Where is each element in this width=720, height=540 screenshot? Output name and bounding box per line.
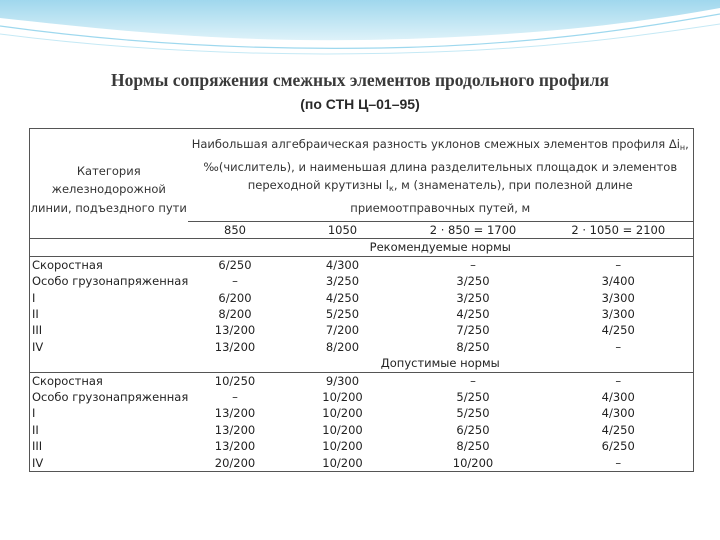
length-col-1050: 1050: [283, 222, 403, 239]
page-subtitle: (по СТН Ц–01–95): [300, 96, 420, 112]
cell: 9/300: [325, 373, 360, 388]
cell: 3/250: [325, 274, 360, 289]
cell: 10/250: [214, 373, 256, 388]
cell: 13/200: [214, 422, 256, 437]
cell: –: [615, 455, 622, 470]
row-category: IV: [32, 339, 44, 354]
cell: –: [470, 373, 476, 388]
table-row: [30, 455, 694, 472]
cell: 4/300: [325, 257, 360, 272]
cell: 3/250: [456, 290, 490, 305]
cell: –: [615, 339, 622, 354]
row-category: III: [32, 323, 43, 338]
row-category: Особо грузонапряженная: [32, 390, 189, 405]
cell: 6/200: [218, 290, 252, 305]
section-label-recommended: Рекомендуемые нормы: [369, 240, 511, 255]
cell: 3/300: [601, 290, 635, 305]
table-row: [30, 422, 694, 438]
cell: –: [232, 274, 238, 289]
cell: 3/400: [601, 274, 635, 289]
table-row: [30, 389, 694, 405]
cell: 6/250: [601, 439, 635, 454]
permissible-rows: [30, 372, 694, 471]
cell: 8/200: [218, 307, 252, 322]
cell: 3/300: [601, 307, 635, 322]
cell: 10/200: [452, 455, 494, 470]
profile-norms-table: [29, 128, 694, 472]
cell: 13/200: [214, 406, 256, 421]
table-row: [30, 256, 694, 273]
cell: 4/250: [456, 307, 490, 322]
cell: –: [615, 257, 622, 272]
row-category: II: [32, 307, 39, 322]
cell: 8/250: [456, 439, 490, 454]
table-row: [30, 290, 694, 306]
cell: 4/300: [601, 390, 635, 405]
row-category: II: [32, 422, 39, 437]
row-category: Особо грузонапряженная: [32, 274, 189, 289]
cell: 10/200: [322, 390, 363, 405]
cell: 20/200: [214, 455, 256, 470]
cell: 5/250: [456, 406, 490, 421]
cell: 5/250: [325, 307, 360, 322]
cell: 10/200: [322, 455, 363, 470]
cell: 4/250: [325, 290, 360, 305]
table-row: [30, 273, 694, 289]
cell: 13/200: [214, 323, 256, 338]
cell: 4/300: [601, 406, 635, 421]
cell: 8/200: [325, 339, 360, 354]
row-category: I: [32, 406, 36, 421]
cell: –: [615, 373, 622, 388]
cell: 3/250: [456, 274, 490, 289]
cell: 7/250: [456, 323, 490, 338]
page-title: Нормы сопряжения смежных элементов продольного профиля: [111, 70, 609, 90]
cell: 8/250: [456, 339, 490, 354]
cell: 10/200: [322, 439, 363, 454]
cell: 4/250: [601, 422, 635, 437]
cell: 10/200: [322, 422, 363, 437]
section-row-permissible: [30, 355, 694, 372]
cell: 13/200: [214, 439, 256, 454]
row-category: IV: [32, 455, 44, 470]
row-category: Скоростная: [32, 257, 103, 272]
row-category: I: [32, 290, 36, 305]
table-row: [30, 405, 694, 421]
cell: 10/200: [322, 406, 363, 421]
table-row: [30, 322, 694, 338]
cell: 13/200: [214, 339, 256, 354]
main-header: Наибольшая алгебраическая разность уклонов смежных элементов профиля $\Delta i_н$, ‰(числитель), и наименьшая длина разделительных площадок и элементов переходной крутизны $l_к$, м (знаменатель), при полезной длине приемоотправочных путей, м: [191, 137, 689, 215]
cell: 4/250: [601, 323, 635, 338]
cell: –: [232, 390, 238, 405]
section-label-permissible: Допустимые нормы: [380, 356, 500, 371]
cell: 6/250: [218, 257, 252, 272]
cell: –: [470, 257, 476, 272]
length-col-2100: 2 · 1050 = 2100: [544, 222, 694, 239]
section-row-recommended: [30, 239, 694, 256]
row-category: Скоростная: [32, 373, 103, 388]
table-row: [30, 306, 694, 322]
table-header-row: [30, 129, 694, 222]
cell: 5/250: [456, 390, 490, 405]
table-row: [30, 438, 694, 454]
length-col-1700: 2 · 850 = 1700: [403, 222, 544, 239]
row-category: III: [32, 439, 43, 454]
header-wave-decoration: [0, 0, 720, 60]
table-row: [30, 339, 694, 355]
cell: 6/250: [456, 422, 490, 437]
table-row: [30, 372, 694, 389]
category-header: Категория железнодорожной линии, подъездного пути: [30, 163, 187, 215]
length-col-850: 850: [188, 222, 283, 239]
cell: 7/200: [325, 323, 360, 338]
recommended-rows: [30, 256, 694, 355]
